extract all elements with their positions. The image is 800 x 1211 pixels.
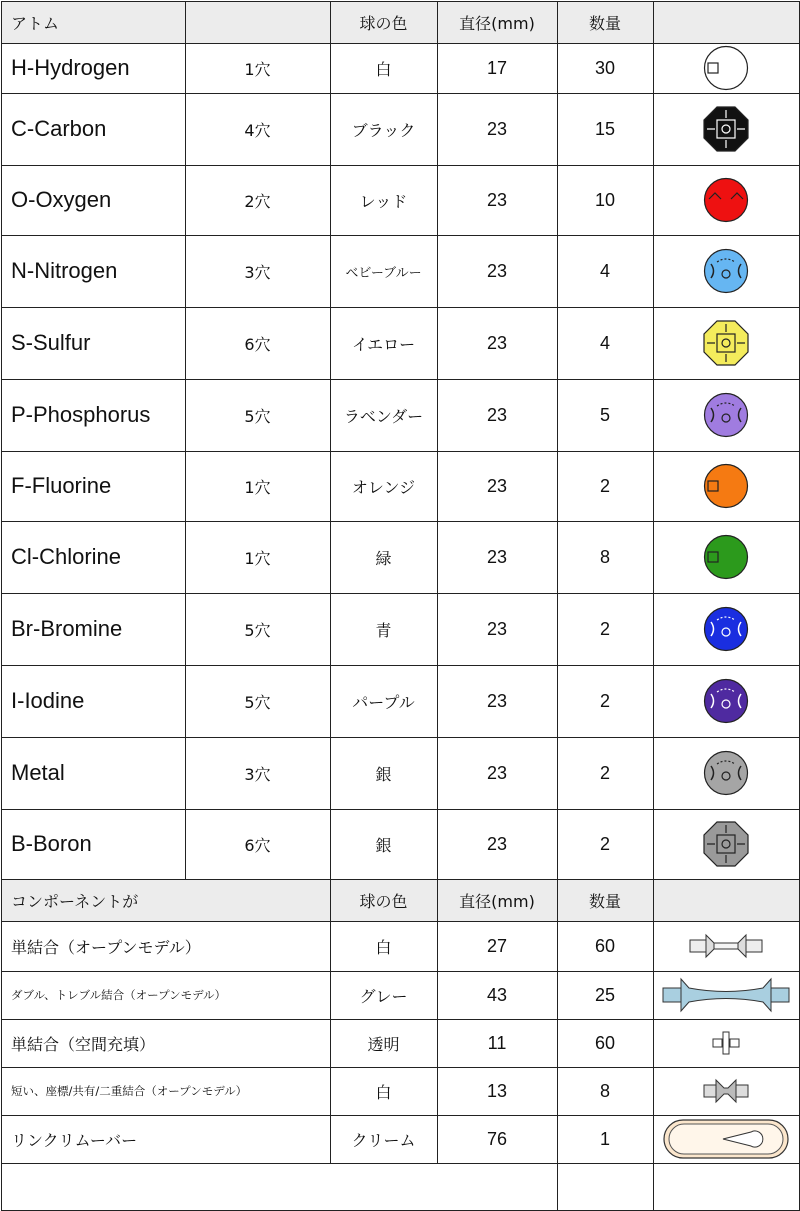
atom-name xyxy=(1,737,185,809)
atom-name xyxy=(1,93,185,165)
atom-header-diameter-text: 直径(mm) xyxy=(459,13,535,33)
atom-diameter xyxy=(437,665,557,737)
sulfur-ball-icon xyxy=(703,320,749,366)
atom-diameter-text: 23 xyxy=(486,189,508,210)
component-name-text: 短い、座標/共有/二重結合（オープンモデル） xyxy=(11,1084,248,1098)
atom-diameter-text: 23 xyxy=(486,260,508,281)
component-header-title xyxy=(1,879,330,921)
atom-holes-text: 1穴 xyxy=(244,548,271,568)
component-color-text: 透明 xyxy=(367,1034,400,1054)
atom-count xyxy=(557,809,653,879)
component-color xyxy=(330,1067,437,1115)
oxygen-ball-icon xyxy=(703,177,749,223)
atom-color-text: ラベンダー xyxy=(343,406,424,426)
atom-holes-text: 5穴 xyxy=(244,692,271,712)
atom-color xyxy=(330,451,437,521)
atom-name-text: P-Phosphorus xyxy=(11,402,151,427)
atom-color xyxy=(330,43,437,93)
atom-name xyxy=(1,451,185,521)
component-count-text: 60 xyxy=(594,935,616,956)
atom-name-text: O-Oxygen xyxy=(11,187,112,212)
component-name-text: ダブル、トレブル結合（オープンモデル） xyxy=(11,988,227,1002)
atom-holes-text: 2穴 xyxy=(244,191,271,211)
space-filling-bond-icon xyxy=(711,1031,741,1055)
atom-count-text: 2 xyxy=(599,690,610,711)
atom-diameter xyxy=(437,809,557,879)
atom-image xyxy=(653,235,799,307)
atom-color xyxy=(330,235,437,307)
atom-color-text: オレンジ xyxy=(351,477,416,497)
carbon-ball-icon xyxy=(703,106,749,152)
component-image xyxy=(653,921,799,971)
atom-count-text: 2 xyxy=(599,618,610,639)
atom-count-text: 5 xyxy=(599,404,610,425)
component-name xyxy=(1,1115,330,1163)
atom-image xyxy=(653,43,799,93)
component-count xyxy=(557,1067,653,1115)
component-diameter xyxy=(437,1019,557,1067)
atom-holes xyxy=(185,451,330,521)
atom-holes xyxy=(185,809,330,879)
bromine-ball-icon xyxy=(703,606,749,652)
atom-holes-text: 5穴 xyxy=(244,406,271,426)
component-color xyxy=(330,971,437,1019)
atom-diameter xyxy=(437,451,557,521)
atom-count-text: 2 xyxy=(599,762,610,783)
atom-holes xyxy=(185,379,330,451)
atom-header-color-text: 球の色 xyxy=(359,13,408,33)
component-count xyxy=(557,921,653,971)
component-count xyxy=(557,971,653,1019)
component-name-text: 単結合（オープンモデル） xyxy=(11,937,201,957)
atom-diameter-text: 17 xyxy=(486,57,508,78)
component-name xyxy=(1,1067,330,1115)
atom-header-title xyxy=(1,1,330,43)
atom-header-color xyxy=(330,1,437,43)
atom-color xyxy=(330,165,437,235)
atom-holes xyxy=(185,737,330,809)
atom-image xyxy=(653,521,799,593)
atom-name xyxy=(1,809,185,879)
atom-diameter xyxy=(437,737,557,809)
component-header-title-text: コンポーネントが xyxy=(11,891,139,911)
phosphorus-ball-icon xyxy=(703,392,749,438)
component-header-color-text: 球の色 xyxy=(359,891,408,911)
atom-count-text: 4 xyxy=(599,332,610,353)
atom-image xyxy=(653,165,799,235)
atom-diameter xyxy=(437,521,557,593)
atom-count xyxy=(557,737,653,809)
iodine-ball-icon xyxy=(703,678,749,724)
atom-diameter-text: 23 xyxy=(486,546,508,567)
component-count-text: 1 xyxy=(599,1128,610,1149)
atom-holes-text: 1穴 xyxy=(244,477,271,497)
atom-count xyxy=(557,521,653,593)
atom-count xyxy=(557,43,653,93)
atom-count xyxy=(557,593,653,665)
atom-holes-text: 3穴 xyxy=(244,262,271,282)
atom-holes xyxy=(185,93,330,165)
atom-name-text: H-Hydrogen xyxy=(11,55,130,80)
atom-holes-text: 3穴 xyxy=(244,764,271,784)
component-diameter xyxy=(437,921,557,971)
component-image xyxy=(653,1115,799,1163)
component-header-count-text: 数量 xyxy=(588,891,621,911)
atom-diameter xyxy=(437,43,557,93)
short-bond-icon xyxy=(702,1078,750,1104)
atom-diameter xyxy=(437,93,557,165)
atom-holes xyxy=(185,43,330,93)
component-color xyxy=(330,921,437,971)
atom-count-text: 8 xyxy=(599,546,610,567)
double-bond-icon xyxy=(661,975,791,1015)
component-count-text: 8 xyxy=(599,1080,610,1101)
atom-header-title-text: アトム xyxy=(11,13,60,33)
component-name xyxy=(1,971,330,1019)
atom-count-text: 30 xyxy=(594,57,616,78)
atom-holes-text: 5穴 xyxy=(244,620,271,640)
atom-holes xyxy=(185,165,330,235)
atom-name xyxy=(1,307,185,379)
atom-diameter xyxy=(437,165,557,235)
atom-name xyxy=(1,43,185,93)
component-header-color xyxy=(330,879,437,921)
atom-count xyxy=(557,379,653,451)
atom-diameter-text: 23 xyxy=(486,690,508,711)
atom-image xyxy=(653,379,799,451)
atom-count xyxy=(557,235,653,307)
atom-count-text: 15 xyxy=(594,118,616,139)
atom-count-text: 10 xyxy=(594,189,616,210)
atom-header-image xyxy=(653,1,799,43)
component-color-text: 白 xyxy=(375,1082,392,1102)
atom-name-text: Br-Bromine xyxy=(11,616,123,641)
atom-name xyxy=(1,379,185,451)
component-color-text: クリーム xyxy=(351,1130,416,1150)
atom-count-text: 2 xyxy=(599,475,610,496)
atom-color xyxy=(330,737,437,809)
component-header-diameter xyxy=(437,879,557,921)
atom-header-count xyxy=(557,1,653,43)
atom-color xyxy=(330,809,437,879)
atom-count-text: 2 xyxy=(599,833,610,854)
component-count-text: 60 xyxy=(594,1032,616,1053)
link-remover-icon xyxy=(663,1119,789,1159)
atom-color-text: 銀 xyxy=(375,835,392,855)
atom-count-text: 4 xyxy=(599,260,610,281)
atom-image xyxy=(653,307,799,379)
atom-image xyxy=(653,451,799,521)
nitrogen-ball-icon xyxy=(703,248,749,294)
atom-color xyxy=(330,379,437,451)
atom-color xyxy=(330,521,437,593)
component-color-text: グレー xyxy=(359,986,408,1006)
atom-count xyxy=(557,93,653,165)
atom-holes-text: 4穴 xyxy=(244,120,271,140)
atom-name-text: I-Iodine xyxy=(11,688,85,713)
component-diameter-text: 11 xyxy=(487,1032,507,1053)
atom-name xyxy=(1,165,185,235)
component-diameter-text: 27 xyxy=(486,935,508,956)
atom-color xyxy=(330,593,437,665)
atom-count xyxy=(557,165,653,235)
component-name-text: リンクリムーバー xyxy=(11,1130,138,1150)
atom-color-text: ブラック xyxy=(351,120,416,140)
atom-count xyxy=(557,451,653,521)
component-color-text: 白 xyxy=(375,937,392,957)
component-image xyxy=(653,1067,799,1115)
component-diameter-text: 43 xyxy=(486,984,508,1005)
atom-name xyxy=(1,665,185,737)
atom-color xyxy=(330,665,437,737)
atom-holes xyxy=(185,521,330,593)
atom-diameter xyxy=(437,307,557,379)
atom-header-count-text: 数量 xyxy=(588,13,621,33)
boron-ball-icon xyxy=(703,821,749,867)
component-image xyxy=(653,1019,799,1067)
atom-color xyxy=(330,93,437,165)
hydrogen-ball-icon xyxy=(703,45,749,91)
atom-image xyxy=(653,809,799,879)
component-count-text: 25 xyxy=(594,984,616,1005)
atom-count xyxy=(557,307,653,379)
component-diameter xyxy=(437,1067,557,1115)
atom-holes-text: 6穴 xyxy=(244,835,271,855)
atom-holes xyxy=(185,593,330,665)
atom-color-text: 緑 xyxy=(375,548,392,568)
component-diameter xyxy=(437,971,557,1019)
atom-diameter xyxy=(437,593,557,665)
component-color xyxy=(330,1115,437,1163)
component-name xyxy=(1,1019,330,1067)
component-diameter-text: 13 xyxy=(486,1080,508,1101)
metal-ball-icon xyxy=(703,750,749,796)
atom-diameter-text: 23 xyxy=(486,332,508,353)
atom-header-diameter xyxy=(437,1,557,43)
atom-name-text: Cl-Chlorine xyxy=(11,544,122,569)
component-header-diameter-text: 直径(mm) xyxy=(459,891,535,911)
atom-count xyxy=(557,665,653,737)
atom-color-text: パープル xyxy=(352,692,415,712)
atom-diameter-text: 23 xyxy=(486,404,508,425)
atom-image xyxy=(653,665,799,737)
atom-diameter xyxy=(437,235,557,307)
atom-name xyxy=(1,593,185,665)
atom-color-text: 銀 xyxy=(375,764,392,784)
atom-diameter-text: 23 xyxy=(486,475,508,496)
atom-holes xyxy=(185,307,330,379)
fluorine-ball-icon xyxy=(703,463,749,509)
atom-name xyxy=(1,235,185,307)
atom-image xyxy=(653,93,799,165)
atom-name-text: Metal xyxy=(11,760,65,785)
component-header-count xyxy=(557,879,653,921)
component-count xyxy=(557,1115,653,1163)
atom-color xyxy=(330,307,437,379)
component-diameter-text: 76 xyxy=(486,1128,508,1149)
atom-holes-text: 6穴 xyxy=(244,334,271,354)
component-name-text: 単結合（空間充填） xyxy=(11,1034,156,1054)
atom-holes-text: 1穴 xyxy=(244,59,271,79)
chlorine-ball-icon xyxy=(703,534,749,580)
component-count xyxy=(557,1019,653,1067)
atom-color-text: レッド xyxy=(359,191,408,211)
component-image xyxy=(653,971,799,1019)
atom-image xyxy=(653,737,799,809)
atom-diameter xyxy=(437,379,557,451)
atom-image xyxy=(653,593,799,665)
atom-diameter-text: 23 xyxy=(486,762,508,783)
atom-name-text: S-Sulfur xyxy=(11,330,91,355)
atom-color-text: 白 xyxy=(375,59,392,79)
atom-name-text: F-Fluorine xyxy=(11,473,112,498)
atom-color-text: ベビーブルー xyxy=(345,265,422,281)
atom-diameter-text: 23 xyxy=(486,618,508,639)
component-name xyxy=(1,921,330,971)
atom-name-text: C-Carbon xyxy=(11,116,107,141)
atom-name-text: B-Boron xyxy=(11,831,92,856)
atom-name xyxy=(1,521,185,593)
atom-holes xyxy=(185,665,330,737)
atom-color-text: イエロー xyxy=(351,334,416,354)
atom-name-text: N-Nitrogen xyxy=(11,258,118,283)
atom-color-text: 青 xyxy=(375,620,392,640)
single-bond-icon xyxy=(688,933,764,959)
component-header-image xyxy=(653,879,799,921)
component-color xyxy=(330,1019,437,1067)
component-diameter xyxy=(437,1115,557,1163)
atom-diameter-text: 23 xyxy=(486,833,508,854)
atom-diameter-text: 23 xyxy=(486,118,508,139)
atom-holes xyxy=(185,235,330,307)
